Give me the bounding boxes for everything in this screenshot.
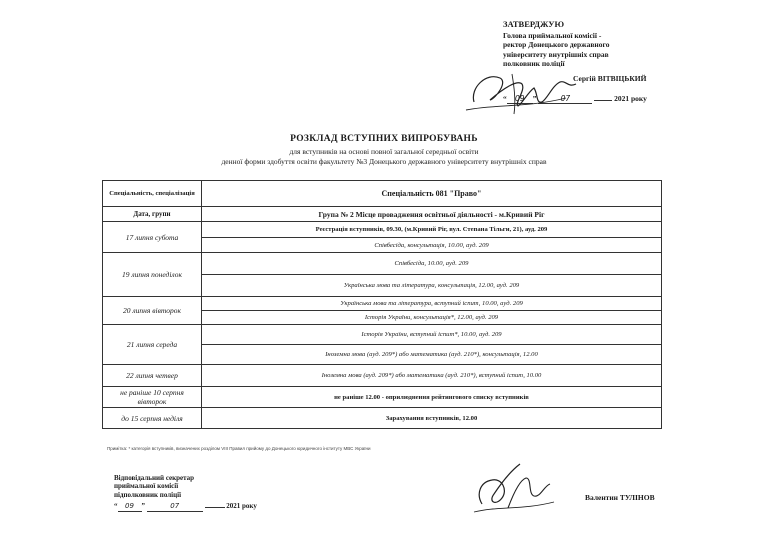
table-row <box>103 325 662 345</box>
table-row <box>103 253 662 275</box>
table-row <box>103 207 662 222</box>
approval-line: університету внутрішніх справ <box>503 49 609 59</box>
table-row <box>103 181 662 207</box>
table-row <box>103 297 662 311</box>
spec-label: Спеціальність, спеціалізація <box>103 181 202 207</box>
approval-header: ЗАТВЕРДЖУЮ <box>503 19 565 29</box>
approval-day: 09 <box>507 94 533 104</box>
title-main: РОЗКЛАД ВСТУПНИХ ВИПРОБУВАНЬ <box>290 134 478 144</box>
spec-value: Спеціальність 081 "Право" <box>202 181 662 207</box>
approval-line: ректор Донецького державного <box>503 40 610 50</box>
row-item: Українська мова та література, вступний іспит, 10.00, ауд. 209 <box>202 297 662 311</box>
approval-year: 2021 року <box>614 94 647 103</box>
table-row <box>103 387 662 408</box>
approval-block <box>503 19 647 103</box>
approval-month: 07 <box>538 94 592 104</box>
row-date: 20 липня вівторок <box>103 297 202 325</box>
approval-line: Голова приймальної комісії - <box>503 31 602 41</box>
approval-line: полковник поліції <box>503 58 565 68</box>
row-date: 17 липня субота <box>103 222 202 253</box>
secretary-year: 2021 року <box>226 502 257 511</box>
approval-date: “ 09 ” 07 2021 року <box>503 94 647 103</box>
row-date: до 15 серпня неділя <box>103 408 202 429</box>
row-item: Українська мова та література, консультація, 12.00, ауд. 209 <box>202 275 662 297</box>
row-item: Реєстрація вступників, 09.30, (м.Кривий Ріг, вул. Степана Тільги, 21), ауд. 209 <box>202 222 662 238</box>
secretary-day: 09 <box>118 502 142 511</box>
secretary-date: “ 09 ” 07 2021 року <box>114 502 257 511</box>
group-value: Група № 2 Місце провадження освітньої діяльності - м.Кривий Ріг <box>202 207 662 222</box>
row-date: не раніше 10 серпня вівторок <box>103 387 202 408</box>
table-row <box>103 365 662 387</box>
row-item: Історія України, вступний іспит*, 10.00, ауд. 209 <box>202 325 662 345</box>
schedule-table <box>102 180 662 429</box>
approval-signature <box>456 64 586 118</box>
row-item: Співбесіда, консультація, 10.00, ауд. 209 <box>202 238 662 253</box>
row-item: не раніше 12.00 - оприлюднення рейтингового списку вступників <box>202 387 662 408</box>
secretary-line: приймальної комісії <box>114 482 179 491</box>
title-line2: для вступників на основі повної загальної середньої освіти <box>289 147 479 156</box>
document-title <box>90 134 678 166</box>
row-date: 19 липня понеділок <box>103 253 202 297</box>
row-date: 21 липня середа <box>103 325 202 365</box>
row-date: 22 липня четвер <box>103 365 202 387</box>
secretary-block <box>114 474 257 512</box>
table-row <box>103 408 662 429</box>
date-label: Дата, групи <box>103 207 202 222</box>
secretary-signature <box>468 456 558 518</box>
secretary-line: підполковник поліції <box>114 490 182 499</box>
row-item: Історія України, консультація*, 12.00, ауд. 209 <box>202 311 662 325</box>
row-item: Іноземна мова (ауд. 209*) або математика (ауд. 210*), вступний іспит, 10.00 <box>202 365 662 387</box>
title-line3: денної форми здобуття освіти факультету №3 Донецького державного університету внутрішніх справ <box>221 157 547 166</box>
secretary-line: Відповідальний секретар <box>114 474 195 482</box>
secretary-month: 07 <box>147 502 203 511</box>
secretary-name: Валентин ТУЛІНОВ <box>585 493 655 502</box>
row-item: Зарахування вступників, 12.00 <box>202 408 662 429</box>
approval-signer: Сергій ВІТВІЦЬКИЙ <box>573 74 647 83</box>
row-item: Іноземна мова (ауд. 209*) або математика (ауд. 210*), консультація, 12.00 <box>202 345 662 365</box>
row-item: Співбесіда, 10.00, ауд. 209 <box>202 253 662 275</box>
table-row <box>103 222 662 238</box>
footnote: Примітка: * категорія вступників, визначених розділом VIII Правил прийому до Донецького юридичного інституту МВС України <box>107 446 371 451</box>
